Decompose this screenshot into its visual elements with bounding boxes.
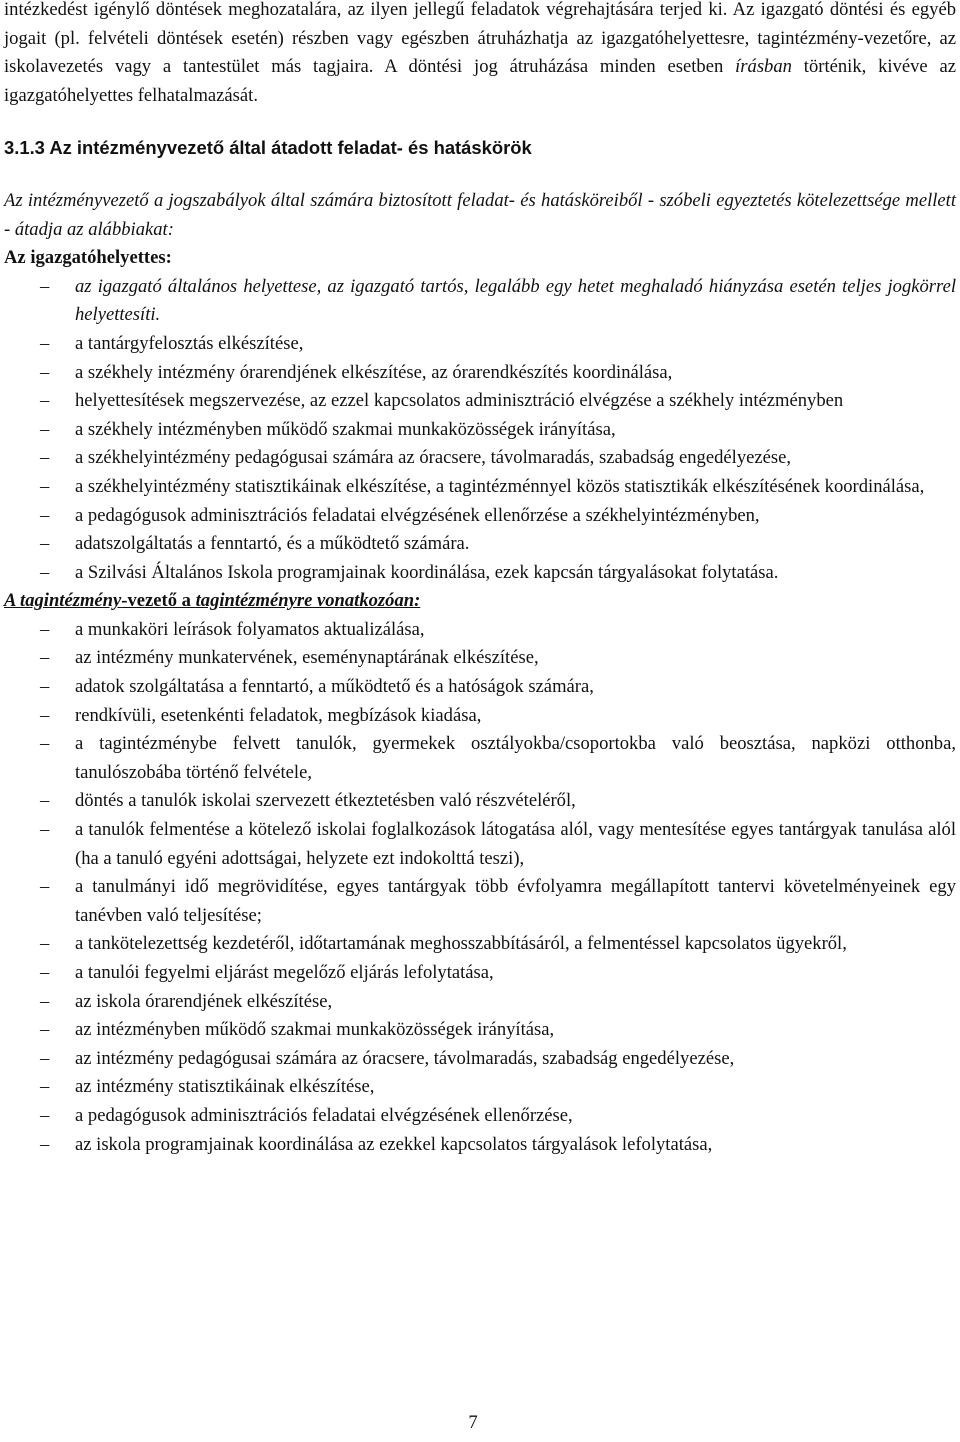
- dash-bullet-icon: –: [40, 533, 50, 555]
- list-item-text: az iskola órarendjének elkészítése,: [75, 990, 333, 1012]
- list-item: [4, 930, 956, 959]
- dash-bullet-icon: –: [40, 733, 50, 755]
- deputy-task-list: [4, 273, 956, 588]
- dash-bullet-icon: –: [40, 390, 50, 412]
- list-item-text: a tanulói fegyelmi eljárást megelőző eljárás lefolytatása,: [75, 962, 494, 983]
- dash-bullet-icon: –: [40, 475, 50, 497]
- dash-bullet-icon: –: [40, 1047, 50, 1069]
- list-item-text: az iskola programjainak koordinálása az ezekkel kapcsolatos tárgyalások lefolytatása,: [75, 1133, 713, 1155]
- dash-bullet-icon: –: [40, 933, 50, 955]
- list-item: [4, 559, 956, 588]
- list-item-text: a pedagógusok adminisztrációs feladatai elvégzésének ellenőrzése a székhelyintézményben,: [75, 504, 760, 526]
- list-item: [4, 416, 956, 445]
- list-item-text: a tankötelezettség kezdetéről, időtartamának meghosszabbításáról, a felmentéssel kapcsolatos ügyekről,: [75, 933, 847, 955]
- dash-bullet-icon: –: [40, 1076, 50, 1098]
- dash-bullet-icon: –: [40, 962, 50, 983]
- list-item: [4, 673, 956, 702]
- list-item-text: rendkívüli, esetenkénti feladatok, megbízások kiadása,: [75, 704, 482, 726]
- list-item: [4, 730, 956, 787]
- list-item: [4, 644, 956, 673]
- list-item: [4, 1102, 956, 1131]
- list-item: [4, 387, 956, 416]
- list-item-text: a tantárgyfelosztás elkészítése,: [75, 332, 304, 354]
- list-item-text: döntés a tanulók iskolai szervezett étkeztetésben való részvételéről,: [75, 790, 576, 812]
- intro-italic-word: írásban: [735, 56, 792, 78]
- page-number: 7: [468, 1412, 478, 1434]
- list-item: [4, 1045, 956, 1074]
- intro-paragraph: [4, 0, 956, 110]
- list-item: [4, 444, 956, 473]
- member-head-title-3: a: [177, 590, 196, 612]
- list-item-text: a tanulók felmentése a kötelező iskolai foglalkozások látogatása alól, vagy mentesítése egyes tantárgyak tanulása alól (ha a tanuló egyéni adottságai, helyzete ezt indokolttá teszi),: [75, 819, 956, 869]
- dash-bullet-icon: –: [40, 790, 50, 812]
- dash-bullet-icon: –: [40, 704, 50, 726]
- list-item: [4, 1131, 956, 1160]
- list-item-text: a Szilvási Általános Iskola programjainak koordinálása, ezek kapcsán tárgyalásokat folytatása.: [75, 561, 779, 583]
- member-head-heading: [4, 587, 956, 616]
- member-head-title-2: -vezető: [121, 590, 178, 612]
- list-item: [4, 616, 956, 645]
- dash-bullet-icon: –: [40, 1104, 50, 1126]
- list-item: [4, 702, 956, 731]
- list-item-text: adatszolgáltatás a fenntartó, és a működtető számára.: [75, 533, 470, 555]
- list-item: [4, 473, 956, 502]
- dash-bullet-icon: –: [40, 361, 50, 383]
- list-item-text: helyettesítések megszervezése, az ezzel kapcsolatos adminisztráció elvégzése a székhely intézményben: [75, 390, 844, 412]
- list-item-text: a pedagógusok adminisztrációs feladatai elvégzésének ellenőrzése,: [75, 1104, 573, 1126]
- list-item-text: az intézményben működő szakmai munkaközösségek irányítása,: [75, 1019, 555, 1041]
- deputy-heading: Az igazgatóhelyettes:: [4, 247, 172, 269]
- list-item-text: a székhely intézményben működő szakmai munkaközösségek irányítása,: [75, 418, 616, 440]
- intro-text-1: intézkedést igénylő döntések meghozatalára, az ilyen jellegű feladatok végrehajtására terjed ki. Az igazgató döntési és egyéb jogait (pl. felvételi döntések esetén) részben vagy egészben átruházhatja az igazgatóhelyettesre, tagintézmény-vezetőre, az iskolavezetés vagy a tantestület más tagjaira. A döntési jog átruházása minden esetben: [4, 0, 956, 78]
- member-head-task-list: [4, 616, 956, 1159]
- list-item: [4, 787, 956, 816]
- list-item: [4, 988, 956, 1017]
- list-item-text: a székhelyintézmény statisztikáinak elkészítése, a tagintézménnyel közös statisztikák elkészítésének koordinálása,: [75, 475, 925, 497]
- dash-bullet-icon: –: [40, 876, 50, 898]
- list-item: [4, 530, 956, 559]
- list-item-text: az igazgató általános helyettese, az igazgató tartós, legalább egy hetet meghaladó hiányzása esetén teljes jogkörrel helyettesíti.: [75, 275, 956, 326]
- list-item: [4, 1016, 956, 1045]
- list-item-text: a tanulmányi idő megrövidítése, egyes tantárgyak több évfolyamra megállapított tantervi követelményeinek egy tanévben való teljesítése;: [75, 876, 956, 926]
- dash-bullet-icon: –: [40, 418, 50, 440]
- dash-bullet-icon: –: [40, 561, 50, 583]
- dash-bullet-icon: –: [40, 275, 50, 297]
- dash-bullet-icon: –: [40, 504, 50, 526]
- list-item-text: a tagintézménybe felvett tanulók, gyermekek osztályokba/csoportokba való beosztása, napközi otthonba, tanulószobába történő felvétele,: [75, 733, 956, 783]
- intro-text-2: történik, kivéve az igazgatóhelyettes felhatalmazását.: [4, 56, 957, 106]
- list-item: [4, 816, 956, 873]
- list-item-text: az intézmény pedagógusai számára az óracsere, távolmaradás, szabadság engedélyezése,: [75, 1047, 735, 1069]
- dash-bullet-icon: –: [40, 1019, 50, 1041]
- section-heading: 3.1.3 Az intézményvezető által átadott feladat- és hatáskörök: [4, 137, 532, 159]
- member-head-title-1: A tagintézmény: [4, 590, 122, 612]
- section-intro: Az intézményvezető a jogszabályok által számára biztosított feladat- és hatásköreiből - szóbeli egyeztetés kötelezettsége mellett - átadja az alábbiakat:: [4, 189, 956, 240]
- dash-bullet-icon: –: [40, 647, 50, 669]
- list-item: [4, 359, 956, 388]
- list-item-text: a munkaköri leírások folyamatos aktualizálása,: [75, 618, 425, 640]
- dash-bullet-icon: –: [40, 990, 50, 1012]
- list-item: [4, 873, 956, 930]
- list-item-text: a székhelyintézmény pedagógusai számára az óracsere, távolmaradás, szabadság engedélyezése,: [75, 447, 792, 469]
- list-item-text: adatok szolgáltatása a fenntartó, a működtető és a hatóságok számára,: [75, 676, 594, 698]
- list-item: [4, 273, 956, 330]
- dash-bullet-icon: –: [40, 819, 50, 841]
- dash-bullet-icon: –: [40, 618, 50, 640]
- list-item: [4, 330, 956, 359]
- dash-bullet-icon: –: [40, 332, 50, 354]
- list-item-text: az intézmény munkatervének, eseménynaptárának elkészítése,: [75, 647, 539, 669]
- list-item: [4, 959, 956, 988]
- list-item-text: az intézmény statisztikáinak elkészítése,: [75, 1076, 375, 1098]
- list-item-text: a székhely intézmény órarendjének elkészítése, az órarendkészítés koordinálása,: [75, 361, 673, 383]
- dash-bullet-icon: –: [40, 447, 50, 469]
- dash-bullet-icon: –: [40, 1133, 50, 1155]
- dash-bullet-icon: –: [40, 676, 50, 698]
- list-item: [4, 1073, 956, 1102]
- member-head-title-4: tagintézményre vonatkozóan:: [195, 590, 421, 612]
- list-item: [4, 502, 956, 531]
